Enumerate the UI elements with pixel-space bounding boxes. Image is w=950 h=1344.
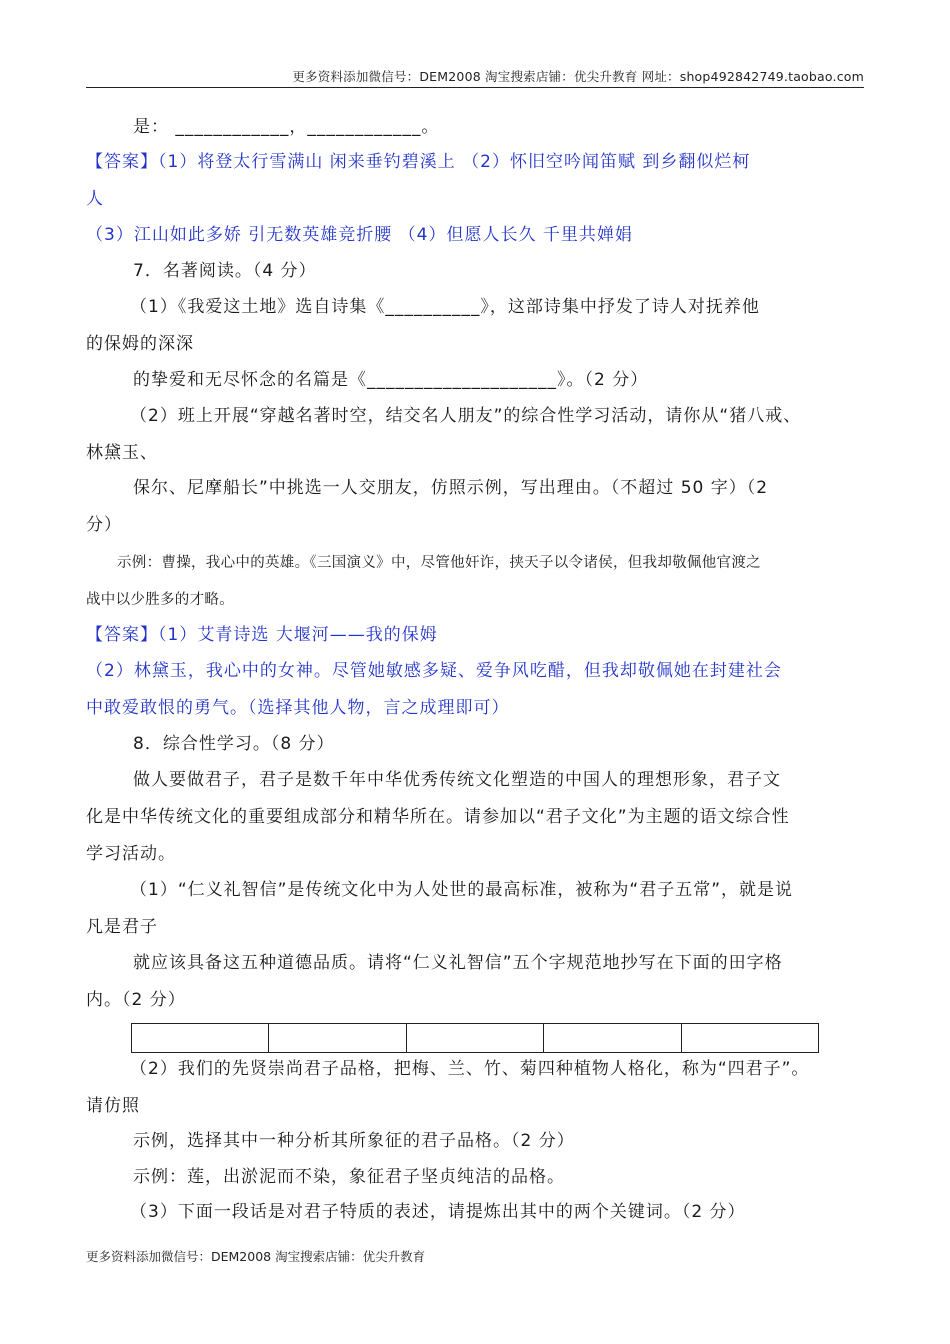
question-text: 凡是君子 bbox=[86, 917, 158, 937]
example-text: 战中以少胜多的才略。 bbox=[86, 592, 234, 608]
paragraph-text: 化是中华传统文化的重要组成部分和精华所在。请参加以“君子文化”为主题的语文综合性 bbox=[86, 807, 790, 827]
grid-cell[interactable] bbox=[269, 1024, 406, 1052]
question-text: （1）“仁义礼智信”是传统文化中为人处世的最高标准，被称为“君子五常”，就是说 bbox=[130, 880, 794, 900]
fill-blank-line: 是： ____________，____________。 bbox=[133, 117, 440, 137]
question-text: 请仿照 bbox=[86, 1096, 140, 1116]
question-text: 的保姆的深深 bbox=[86, 334, 194, 354]
paragraph-text: 学习活动。 bbox=[86, 844, 176, 864]
answer-line: （3）江山如此多娇 引无数英雄竞折腰 （4）但愿人长久 千里共婵娟 bbox=[86, 225, 633, 245]
question-text: 保尔、尼摩船长”中挑选一人交朋友，仿照示例，写出理由。（不超过 50 字）（2 bbox=[133, 478, 769, 498]
header-rule bbox=[86, 87, 864, 88]
paragraph-text: 做人要做君子，君子是数千年中华优秀传统文化塑造的中国人的理想形象，君子文 bbox=[133, 770, 781, 790]
answer-line: 人 bbox=[86, 189, 104, 209]
question-text: （2）我们的先贤崇尚君子品格，把梅、兰、竹、菊四种植物人格化，称为“四君子”。 bbox=[130, 1059, 810, 1079]
answer-line: （2）林黛玉，我心中的女神。尽管她敏感多疑、爱争风吃醋，但我却敬佩她在封建社会 bbox=[86, 661, 782, 681]
question-text: 示例，选择其中一种分析其所象征的君子品格。（2 分） bbox=[133, 1131, 575, 1151]
question-text: （1）《我爱这土地》选自诗集《__________》，这部诗集中抒发了诗人对抚养他 bbox=[130, 297, 760, 317]
question-text: 分） bbox=[86, 515, 122, 535]
example-text: 示例：曹操，我心中的英雄。《三国演义》中，尽管他奸诈，挟天子以令诸侯，但我却敬佩他官渡之 bbox=[117, 555, 761, 571]
grid-cell[interactable] bbox=[682, 1024, 818, 1052]
grid-cell[interactable] bbox=[544, 1024, 681, 1052]
question-text: 林黛玉、 bbox=[86, 443, 158, 463]
question-text: 内。（2 分） bbox=[86, 990, 186, 1010]
question-text: 就应该具备这五种道德品质。请将“仁义礼智信”五个字规范地抄写在下面的田字格 bbox=[133, 953, 783, 973]
question-text: 的挚爱和无尽怀念的名篇是《____________________》。（2 分） bbox=[133, 370, 649, 390]
grid-cell[interactable] bbox=[407, 1024, 544, 1052]
writing-grid[interactable] bbox=[131, 1023, 819, 1053]
grid-cell[interactable] bbox=[132, 1024, 269, 1052]
question-heading: 7．名著阅读。（4 分） bbox=[133, 261, 317, 281]
page-footer: 更多资料添加微信号：DEM2008 淘宝搜索店铺：优尖升教育 bbox=[86, 1249, 426, 1264]
question-heading: 8．综合性学习。（8 分） bbox=[133, 734, 335, 754]
page-header: 更多资料添加微信号：DEM2008 淘宝搜索店铺：优尖升教育 网址：shop492842749.taobao.com bbox=[292, 69, 864, 84]
answer-line: 【答案】（1）将登太行雪满山 闲来垂钓碧溪上 （2）怀旧空吟闻笛赋 到乡翻似烂柯 bbox=[86, 152, 751, 172]
answer-line: 【答案】（1）艾青诗选 大堰河——我的保姆 bbox=[86, 625, 438, 645]
example-text: 示例：莲，出淤泥而不染，象征君子坚贞纯洁的品格。 bbox=[133, 1167, 565, 1187]
question-text: （2）班上开展“穿越名著时空，结交名人朋友”的综合性学习活动，请你从“猪八戒、 bbox=[130, 406, 802, 426]
question-text: （3）下面一段话是对君子特质的表述，请提炼出其中的两个关键词。（2 分） bbox=[130, 1202, 746, 1222]
answer-line: 中敢爱敢恨的勇气。（选择其他人物，言之成理即可） bbox=[86, 698, 510, 718]
